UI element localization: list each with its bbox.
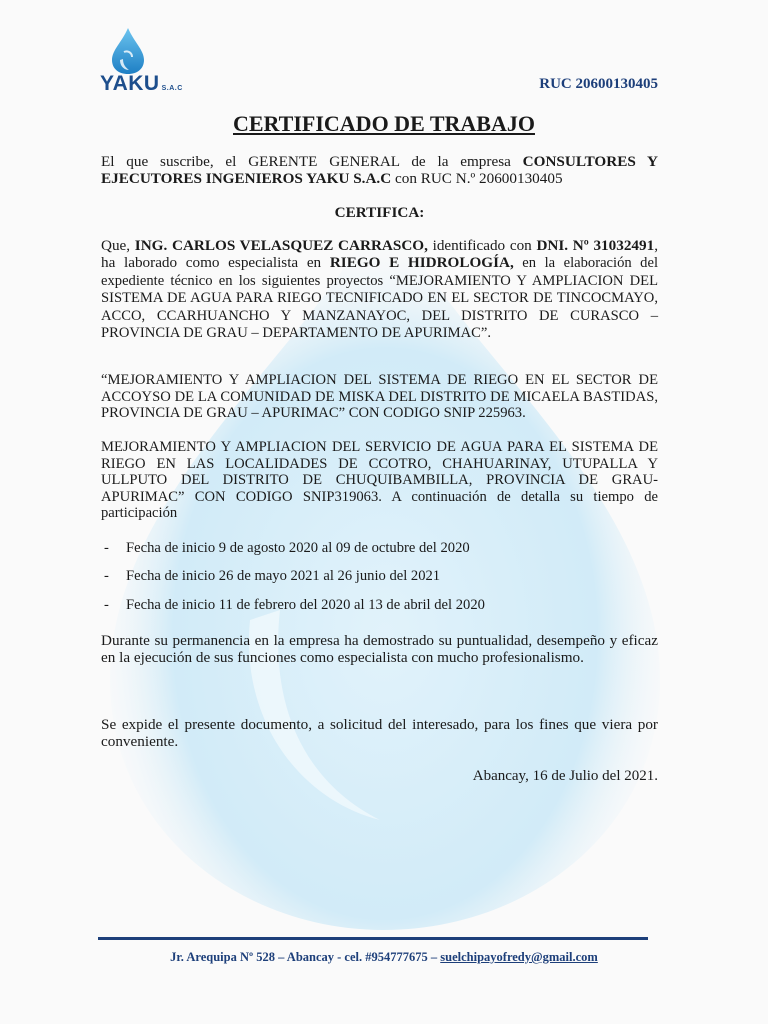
intro-paragraph: El que suscribe, el GERENTE GENERAL de la empresa CONSULTORES Y EJECUTORES INGENIEROS YAKU S.A.C con RUC N.º 20600130405 (101, 153, 659, 187)
project-2-paragraph: “MEJORAMIENTO Y AMPLIACION DEL SISTEMA DE RIEGO EN EL SECTOR DE ACCOYSO DE LA COMUNIDAD DE MISKA DEL DISTRITO DE MICAELA BASTIDAS, PROVINCIA DE GRAU – APURIMAC” CON CODIGO SNIP 225963. (101, 372, 658, 421)
issuance-paragraph: Se expide el presente documento, a solicitud del interesado, para los fines que viera por conveniente. (101, 716, 658, 750)
place-date: Abancay, 16 de Julio del 2021. (472, 768, 658, 784)
list-item: - Fecha de inicio 9 de agosto 2020 al 09 de octubre del 2020 (104, 540, 470, 556)
list-item: - Fecha de inicio 26 de mayo 2021 al 26 junio del 2021 (104, 568, 441, 584)
certifica-heading: CERTIFICA: (334, 204, 425, 221)
logo-wordmark: YAKU S.A.C (100, 72, 183, 95)
performance-paragraph: Durante su permanencia en la empresa ha demostrado su puntualidad, desempeño y eficaz en la ejecución de sus funciones como especialista con mucho profesionalismo. (101, 632, 658, 666)
document-title: CERTIFICADO DE TRABAJO (233, 111, 535, 136)
header-ruc: RUC 20600130405 (539, 76, 658, 92)
footer-divider (98, 937, 648, 940)
email-link[interactable]: suelchipayofredy@gmail.com (440, 950, 598, 964)
project-3-paragraph: MEJORAMIENTO Y AMPLIACION DEL SERVICIO DE AGUA PARA EL SISTEMA DE RIEGO EN LAS LOCALIDADES DE CCOTRO, CHAHUARINAY, UTUPALLA Y ULLPUTO DEL DISTRITO DE CHUQUIBAMBILLA, PROVINCIA DE GRAU- APURIMAC” CON CODIGO SNIP319063. A continuación de detalla su tiempo de participación (101, 439, 658, 521)
certification-paragraph: Que, ING. CARLOS VELASQUEZ CARRASCO, identificado con DNI. Nº 31032491, ha laborado como especialista en RIEGO E HIDROLOGÍA, en la elaboración del expediente técnico en los siguientes proyectos “MEJORAMIENTO Y AMPLIACION DEL SISTEMA DE AGUA PARA RIEGO TECNIFICADO EN EL SECTOR DE TINCOCMAYO, ACCO, CCARHUANCHO Y MANZANAYOC, DEL DISTRITO DE CURASCO – PROVINCIA DE GRAU – DEPARTAMENTO DE APURIMAC”. (101, 237, 659, 341)
footer-contact: Jr. Arequipa Nº 528 – Abancay - cel. #954777675 – suelchipayofredy@gmail.com (170, 950, 598, 964)
list-item: - Fecha de inicio 11 de febrero del 2020 al 13 de abril del 2020 (104, 597, 485, 613)
